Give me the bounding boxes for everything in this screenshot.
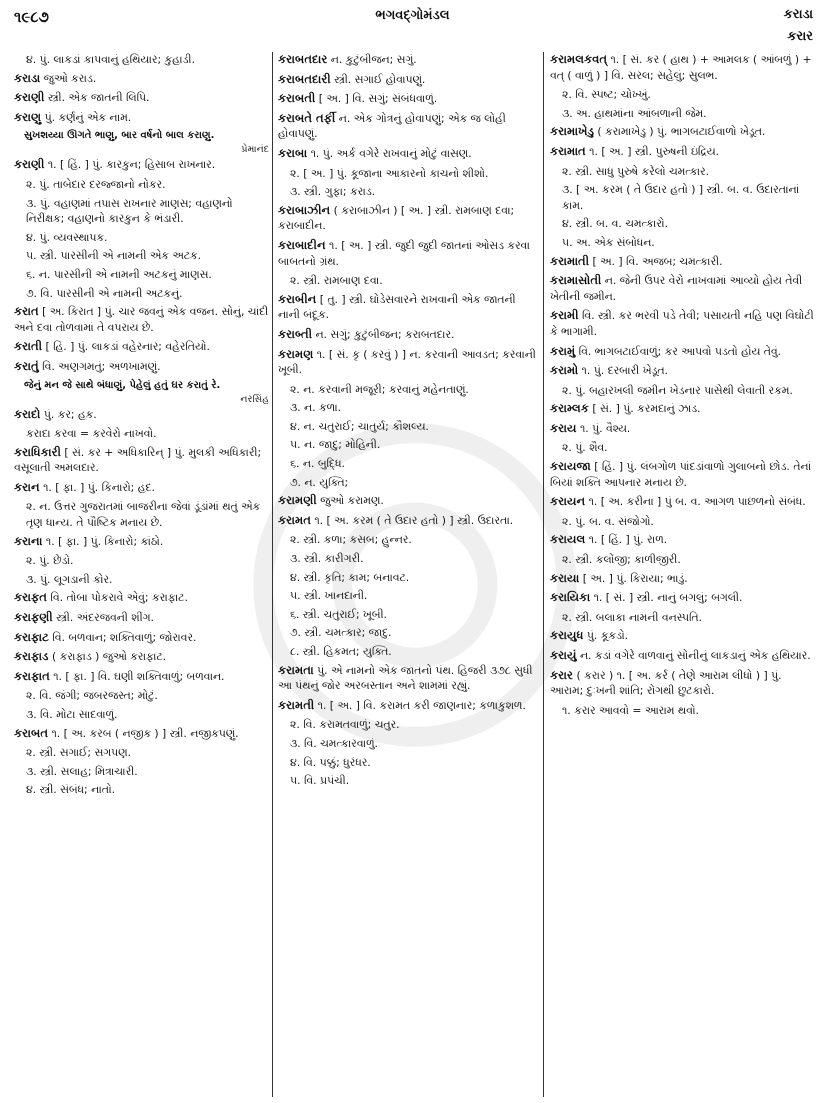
definition: પું. કૂકડો. — [583, 629, 629, 643]
headword: કરામણ — [278, 346, 314, 361]
headword: કરાયન — [550, 494, 586, 509]
dictionary-entry — [550, 628, 815, 644]
sense-line: ૪. વિ. પક્કું; ધુરંધર. — [290, 755, 371, 769]
definition: જુઓ કરાડ. — [40, 71, 97, 85]
dictionary-entry — [278, 327, 538, 343]
sense-line: ૫. ન. જાદુ; મોહિની. — [290, 438, 381, 452]
quotation — [14, 379, 269, 407]
dictionary-entry — [278, 91, 538, 107]
headword: કરાબતદાર — [278, 52, 328, 66]
dictionary-entry — [14, 90, 269, 106]
definition: ૧. [ ફા. ] પું. કિનારો; કાંઠો. — [42, 534, 164, 548]
sense-line: ૩. સ્ત્રી. સલાહ; મિત્રાચારી. — [26, 764, 138, 778]
page-number: ૧૯૮૭ — [14, 8, 49, 26]
definition: [ તુ. ] સ્ત્રી. ઘોડેસવારને રાખવાની એક જાતની નાની બંદૂક. — [278, 292, 516, 322]
headword: કરાયુધ — [550, 628, 584, 643]
dictionary-column-2 — [278, 52, 538, 1097]
definition: પું. કર; હક. — [40, 407, 97, 421]
definition: વિ. અણગમતું; અળખામણું. — [38, 359, 161, 373]
definition: [ સં. ] પું. કરમદાનું ઝાડ. — [588, 402, 701, 416]
sense-line: ૩. [ અ. કરમ ( તે ઉદાર હતો ) ] સ્ત્રી. બ. વ. ઉદારતાનાં કામ. — [562, 183, 800, 212]
headword: કરાબાઝીન — [278, 202, 331, 217]
quotation-author: પ્રેમાનંદ — [241, 144, 269, 156]
dictionary-entry — [278, 698, 538, 714]
quotation-text: સુખશય્યા ઊગતે ભાણુ, બાર વર્ષનો બાલ કરાણુ. — [24, 130, 215, 142]
sense-line: ૪. પું. લાકડાં કાપવાનું હથિયાર; કુહાડી. — [26, 53, 195, 66]
running-title: ભગવદ્ગોમંડલ — [375, 8, 450, 23]
sense-line: ૪. સ્ત્રી. બ. વ. ચમત્કારો. — [562, 217, 669, 231]
headword: કરામાતી — [550, 253, 590, 268]
guide-word-last: કરાર — [787, 29, 813, 44]
sense-line: ૩. ન. કળા. — [290, 401, 342, 415]
headword: કરામતા — [278, 662, 314, 677]
definition: ન. જેની ઉપર વેરો નાખવામાં આવ્યો હોય તેવી ખેતીની જમીન. — [550, 274, 803, 303]
dictionary-entry — [550, 459, 815, 490]
headword: કરાણી — [14, 157, 45, 172]
definition: પું. કર્ણનું એક નામ. — [41, 110, 132, 124]
headword: કરામત — [278, 512, 311, 527]
dictionary-entry — [14, 304, 269, 335]
definition: વિ. ભાગબટાઈવાળું; કર આપવો પડતો હોય તેવું. — [575, 344, 782, 358]
dictionary-entry — [14, 359, 269, 375]
dictionary-entry — [278, 292, 538, 323]
guide-words — [784, 4, 813, 48]
sense-line: ૧. કરાર આવવો = આરામ થવો. — [562, 703, 699, 717]
sense-line: ૨. વિ. કરામતવાળું; ચતુર. — [290, 718, 400, 732]
definition: [ અ. કિરાત ] પું. ચાર જવનું એક વજન. સોનું, ચાંદી અને દવા તોળવામાં તે વપરાય છે. — [14, 305, 269, 334]
definition: ન. સગું; કુટુંબીજન; કરાબતદાર. — [312, 327, 455, 341]
dictionary-entry — [14, 445, 269, 476]
sense-line: ૩. વિ. મોટા સાદવાળું. — [26, 708, 118, 721]
headword: કરાણી — [14, 90, 45, 105]
definition: [ હિં. ] પું. લંબગોળ પાંદડાંવાળો ગુલાબનો છોડ. તેનાં બિયાં શક્તિ આપનાર મનાય છે. — [550, 460, 812, 489]
sense-line: ૩. અ. હાથમાંના આંબળાની જેમ. — [562, 106, 707, 120]
dictionary-entry — [550, 668, 815, 699]
headword: કરાબતે તર્ફી — [278, 110, 336, 125]
headword: કરાયું — [550, 648, 577, 662]
sense-line: ૬. ન. પારસીની એ નામની અટકનું માણસ. — [26, 267, 212, 281]
headword: કરાયજા — [550, 459, 591, 474]
dictionary-entry — [14, 630, 269, 646]
sense-line: ૨. સ્ત્રી. બલાકા નામની વનસ્પતિ. — [562, 610, 702, 624]
sense-line: ૨. વિ. જંગી; જબરજસ્ત; મોટું. — [26, 689, 158, 703]
dictionary-entry — [278, 663, 538, 694]
dictionary-entry — [550, 344, 815, 360]
headword: કરામ્લક — [550, 401, 589, 416]
sense-line: ૬. સ્ત્રી. ચતુરાઈ; ખૂબી. — [290, 607, 387, 621]
dictionary-column-3 — [550, 52, 815, 1097]
sense-line: ૨. ન. કરવાની મજૂરી; કરવાનું મહેનતાણું. — [290, 382, 469, 396]
dictionary-entry — [550, 52, 815, 83]
definition: સ્ત્રી. અંદરજવની શીંગ. — [52, 611, 154, 625]
headword: કરાન — [14, 479, 40, 494]
sense-line: ૭. ન. યુક્તિ; — [290, 475, 349, 489]
definition: ન. કુટુંબીજન; સગું. — [327, 53, 417, 66]
definition: ૧. [ અ. ] સ્ત્રી. પુરુષની ઇંદ્રિય. — [585, 144, 720, 158]
definition: વિ. બળવાન; શક્તિવાળું; જોરાવર. — [48, 630, 197, 644]
definition: ( કરાબાઝીન ) [ અ. ] સ્ત્રી. રામબાણ દવા; કરાબાદીન. — [278, 203, 515, 233]
dictionary-entry — [550, 308, 815, 339]
dictionary-entry — [278, 52, 538, 68]
headword: કરામો — [550, 363, 579, 378]
sense-line: ૪. સ્ત્રી. કૃતિ; કામ; બનાવટ. — [290, 570, 410, 584]
headword: કરાતું — [14, 358, 39, 373]
headword: કરામતી — [278, 697, 315, 712]
dictionary-entry — [14, 157, 269, 173]
definition: પું. એ નામનો એક જાતનો પંથ. હિજરી ૩૭૮ સુધી આ પંથનું જોર અરબસ્તાન અને શામમાં રહ્યું. — [278, 663, 533, 693]
guide-word-first: કરાડા — [783, 7, 813, 22]
definition: ૧. [ ફા. ] પું. કિનારો; હદ. — [39, 480, 155, 494]
dictionary-entry — [550, 421, 815, 437]
dictionary-entry — [550, 254, 815, 270]
definition: ૧. [ સં. કર ( હાથ ) + આમલક ( આંબળું ) + વત્ ( વાળું ) ] વિ. સરલ; સહેલું; સુલભ. — [550, 53, 812, 82]
headword: કરાધિકારી — [14, 444, 61, 459]
dictionary-entry — [14, 339, 269, 355]
dictionary-entry — [278, 493, 538, 509]
definition: ૧. [ હિં. ] પું. રાળ. — [585, 533, 668, 547]
dictionary-entry — [278, 146, 538, 162]
headword: કરાયિકા — [550, 590, 591, 605]
headword: કરાણુ — [14, 109, 42, 124]
headword: કરાબા — [278, 145, 308, 160]
definition: ૧. [ ફા. ] વિ. ઘણી શક્તિવાળું; બળવાન. — [49, 669, 225, 683]
definition: ૧. [ અ. ] સ્ત્રી. જુદી જુદી જાતનાં ઓસડ કરવા બાબતનો ગ્રંથ. — [278, 238, 530, 268]
definition: ૧. [ અ. કરીના ] પું બ. વ. આગળ પાછળનો સંબંધ. — [585, 495, 806, 509]
headword: કરાફત — [14, 590, 47, 605]
dictionary-entry — [278, 513, 538, 529]
dictionary-entry — [278, 72, 538, 88]
definition: ન. કડાં વગેરે વાળવાનું સોનીનું લાકડાનું એક હથિયાર. — [576, 649, 811, 662]
definition: ૧. [ અ. કરમ ( તે ઉદાર હતો ) ] સ્ત્રી. ઉદારતા. — [310, 513, 514, 527]
headword: કરામી — [550, 308, 579, 323]
dictionary-entry — [550, 590, 815, 606]
definition: ૧. [ અ. કરબ ( નજીક ) ] સ્ત્રી. નજીકપણું. — [48, 726, 239, 740]
sense-line: ૩. સ્ત્રી. કારીગરી. — [290, 552, 364, 566]
definition: વિ. તોબા પોકરાવે એવું; કરાફાટ. — [47, 591, 188, 605]
definition: [ હિં. ] પું. લાકડાં વહેરનાર; વહેરતિયો. — [42, 340, 210, 354]
definition: ૧. પું. અર્ક વગેરે રાખવાનું મોટું વાસણ. — [307, 146, 472, 160]
sense-line: ૪. સ્ત્રી. સંબંધ; નાતો. — [26, 783, 116, 797]
definition: [ અ. ] વિ. સગું; સંબંધવાળું. — [315, 92, 438, 106]
sense-line: ૨. સ્ત્રી. કલોંજી; કાળીજીરી. — [562, 553, 681, 567]
dictionary-entry — [550, 144, 815, 160]
definition: [ અ. ] વિ. અજબ; ચમત્કારી. — [589, 254, 723, 268]
headword: કરાફાત — [14, 668, 50, 683]
dictionary-entry — [550, 363, 815, 379]
definition: [ અ. ] પું. કિરાયા; ભાડું. — [579, 571, 688, 585]
headword: કરાદો — [14, 406, 41, 421]
dictionary-entry — [14, 669, 269, 685]
definition: સ્ત્રી. સગાઈ હોવાપણું. — [330, 72, 426, 86]
sense-line: ૨. પું. તાબેદાર દરજ્જાનો નોકર. — [26, 177, 166, 191]
dictionary-entry — [278, 238, 538, 269]
dictionary-entry — [14, 407, 269, 423]
dictionary-column-1 — [14, 52, 269, 1097]
quotation-author: નરસિંહ — [240, 393, 269, 405]
sense-line: ૨. સ્ત્રી. સગાઈ; સગપણ. — [26, 746, 131, 760]
definition: ૧. પું. દરબારી ખેડૂત. — [578, 364, 668, 378]
headword: કરાયા — [550, 570, 580, 585]
headword: કરાબીન — [278, 291, 317, 306]
column-divider — [272, 52, 273, 1097]
sense-line: ૨. [ અ. ] પું. કૂજાના આકારનો કાચનો શીશો. — [290, 166, 489, 180]
sense-line: ૨. પું. છેડો. — [26, 554, 74, 568]
sense-line: ૨. વિ. સ્પષ્ટ; ચોખ્ખું. — [562, 88, 651, 102]
headword: કરામાખેડુ — [550, 124, 594, 139]
sense-line: ૪. ન. ચતુરાઈ; ચાતુર્ય; કૌશલ્ય. — [290, 419, 429, 433]
headword: કરામું — [550, 343, 576, 358]
dictionary-entry — [14, 71, 269, 87]
headword: કરાય — [550, 420, 577, 435]
headword: કરાફાડ — [14, 649, 49, 664]
headword: કરાર — [550, 667, 574, 682]
definition: ૧. પું. વૈશ્ય. — [576, 421, 631, 435]
headword: કરાના — [14, 533, 43, 548]
dictionary-entry — [14, 726, 269, 742]
sense-line: ૫. વિ. પ્રપંચી. — [290, 774, 350, 788]
definition: જુઓ કરામણ. — [316, 494, 384, 508]
definition: ૧. [ અ. ] વિ. કરામત કરી જાણનાર; કળાકુશળ. — [314, 698, 526, 712]
sense-line: ૫. સ્ત્રી. પારસીની એ નામની એક અટક. — [26, 249, 202, 263]
sense-line: ૭. સ્ત્રી. ચમત્કાર; જાદુ. — [290, 626, 392, 640]
dictionary-entry — [14, 649, 269, 665]
dictionary-entry — [14, 480, 269, 496]
sense-line: ૨. સ્ત્રી. સાધુ પુરુષે કરેલો ચમત્કાર. — [562, 164, 710, 178]
headword: કરાબતદારી — [278, 71, 331, 86]
dictionary-entry — [14, 110, 269, 126]
sense-line: ૩. વિ. ચમત્કારવાળું. — [290, 736, 378, 750]
sense-line: ૮. સ્ત્રી. હિકમત; યુક્તિ. — [290, 645, 392, 658]
definition: વિ. સ્ત્રી. કર ભરવી પડે તેવી; પસાયતી નહિ પણ વિઘોટી કે ભાગામી. — [550, 309, 814, 338]
dictionary-entry — [14, 590, 269, 606]
dictionary-entry — [14, 534, 269, 550]
column-divider — [543, 52, 544, 1097]
definition: ન. એક ગોત્રનું હોવાપણું; એક જ લોહી હોવાપણું. — [278, 111, 506, 141]
sense-line: ૪. પું. વ્યવસ્થાપક. — [26, 230, 108, 244]
headword: કરાતી — [14, 339, 43, 354]
dictionary-entry — [278, 203, 538, 234]
headword: કરાત — [14, 304, 39, 319]
definition: સ્ત્રી. એક જાતની લિપિ. — [44, 91, 150, 105]
sense-line: ૨. પું. બ. વ. સંજોગો. — [562, 514, 654, 528]
quotation — [14, 129, 269, 157]
sense-line: કરાદા કરવા = કરવેરો નાખવો. — [26, 427, 157, 441]
headword: કરાફણી — [14, 610, 53, 625]
headword: કરાફાટ — [14, 629, 49, 644]
sense-line: ૩. પું. લૂગડાની કોર. — [26, 572, 113, 586]
page-header — [0, 0, 825, 52]
dictionary-entry — [550, 571, 815, 587]
definition: ( કરાર ) ૧. [ અ. કર્ર ( તેણે આરામ લીધો ) ] પું. આરામ; દુઃખની શાંતિ; રોગથી છુટકારો. — [550, 668, 782, 698]
dictionary-entry — [550, 401, 815, 417]
headword: કરાબતી — [278, 91, 316, 106]
sense-line: ૭. વિ. પારસીની એ નામની અટકનું. — [26, 286, 183, 300]
sense-line: ૨. પું. શૈવ. — [562, 441, 608, 455]
dictionary-entry — [550, 273, 815, 304]
sense-line: ૨. સ્ત્રી. કળા; કસબ; હુન્નર. — [290, 533, 412, 547]
quotation-text: જેનું મન જે સાથે બંધાણું, પેહેલું હતું ઘર કરાતું રે. — [24, 379, 221, 391]
dictionary-entry — [14, 610, 269, 626]
headword: કરાયલ — [550, 532, 586, 547]
dictionary-entry — [550, 124, 815, 140]
headword: કરામણી — [278, 493, 317, 508]
dictionary-entry — [278, 347, 538, 378]
definition: ( કરામાખેડુ ) પું. ભાગબટાઈવાળો ખેડૂત. — [593, 125, 766, 139]
definition: ૧. [ સં. ] સ્ત્રી. નાનું બગલું; બગલી. — [590, 591, 743, 605]
headword: કરામાસોતી — [550, 273, 602, 288]
sense-line: ૨. પું. બહારખલી જમીન ખેડનાર પાસેથી લેવાતી રકમ. — [562, 383, 793, 397]
headword: કરામલકવત્ — [550, 52, 608, 66]
dictionary-entry — [550, 532, 815, 548]
headword: કરાબત — [14, 725, 49, 740]
sense-line: ૨. ન. ઉત્તર ગુજરાતમાં બાજરીના જેવાં ડૂંડાંમાં થતું એક તૃણ ધાન્ય. તે પૌષ્ટિક મનાય છે. — [26, 500, 261, 530]
dictionary-entry — [550, 494, 815, 510]
definition: [ સં. કર + અધિકારિન્ ] પું. મુલકી અધિકારી; વસૂલાતી અમલદાર. — [14, 445, 262, 475]
definition: ૧. [ સં. કૃ ( કરવું ) ] ન. કરવાની આવડત; કરવાની ખૂબી. — [278, 347, 536, 377]
headword: કરામાત — [550, 143, 586, 158]
dictionary-entry — [278, 111, 538, 142]
definition: ૧. [ હિં. ] પું. કારકુન; હિસાબ રાખનાર. — [44, 158, 216, 172]
sense-line: ૩. પું. વહાણમાં તપાસ રાખનાર માણસ; વહાણનો નિરીક્ષક; વહાણનો કારકુન કે ભંડારી. — [26, 196, 233, 226]
dictionary-entry — [550, 648, 815, 664]
headword: કરાબાદીન — [278, 237, 326, 252]
sense-line: ૨. સ્ત્રી. રામબાણ દવા. — [290, 274, 383, 288]
sense-line: ૩. સ્ત્રી. ગુફા; કરાડ. — [290, 185, 376, 199]
headword: કરાબ્તી — [278, 326, 313, 341]
sense-line: ૬. ન. બુદ્ધિ. — [290, 457, 345, 471]
sense-line: ૫. અ. એક સંબોધન. — [562, 235, 655, 249]
sense-line: ૫. સ્ત્રી. ખાનદાની. — [290, 589, 368, 603]
headword: કરાડા — [14, 70, 41, 85]
definition: ( કરાફાડ ) જુઓ કરાફાટ. — [48, 650, 167, 664]
